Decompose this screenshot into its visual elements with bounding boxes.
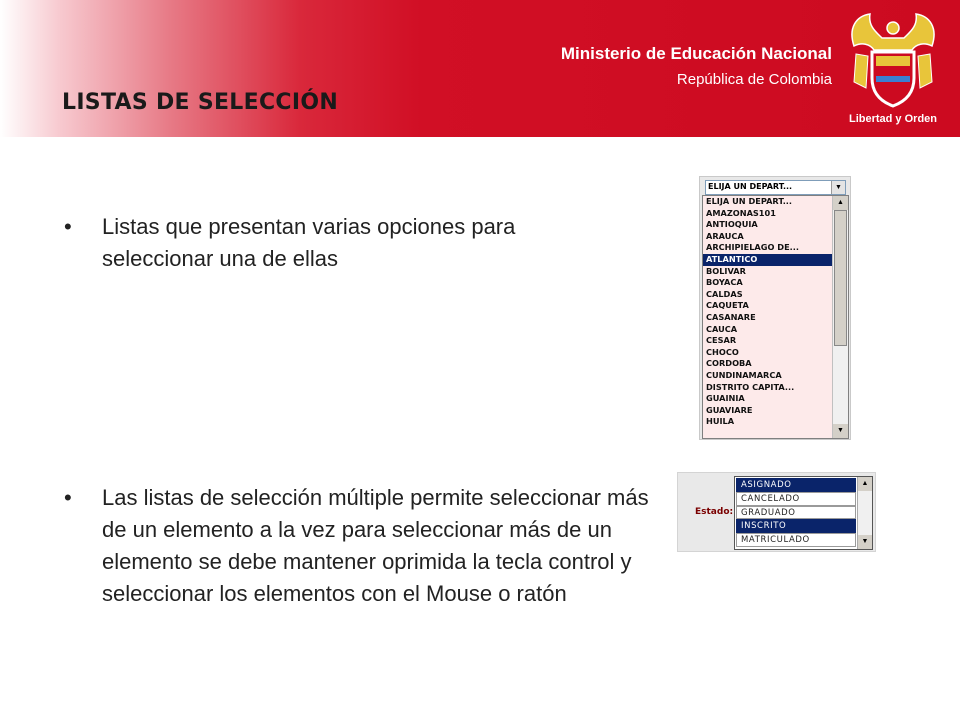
condor-head-icon — [887, 22, 899, 34]
flag-right-icon — [918, 54, 932, 88]
ministry-name: Ministerio de Educación Nacional — [560, 44, 832, 63]
departamento-dropdown-screenshot — [699, 176, 851, 440]
bullet-multi-select — [64, 482, 662, 610]
estado-listbox[interactable] — [734, 476, 873, 550]
list-item[interactable]: CORDOBA — [706, 358, 752, 369]
vertical-scrollbar[interactable] — [857, 477, 872, 549]
list-item[interactable]: AMAZONAS101 — [706, 207, 776, 218]
coat-of-arms-logo — [846, 8, 940, 130]
bullet-text: Listas que presentan varias opciones para seleccionar una de ellas — [102, 214, 516, 271]
bullet-dot: • — [64, 214, 72, 239]
flag-left-icon — [854, 54, 868, 88]
vertical-scrollbar[interactable] — [832, 196, 848, 438]
list-item[interactable]: GRADUADO — [736, 506, 856, 520]
scroll-up-arrow-icon[interactable]: ▲ — [833, 196, 848, 210]
list-item[interactable]: INSCRITO — [736, 519, 856, 533]
bullet-single-select — [64, 211, 622, 275]
republic-name: República de Colombia — [676, 71, 832, 88]
list-item[interactable]: CALDAS — [706, 288, 743, 299]
scroll-up-arrow-icon[interactable]: ▲ — [858, 477, 872, 491]
list-item[interactable]: CANCELADO — [736, 492, 856, 506]
list-item[interactable]: ATLANTICO — [703, 254, 832, 266]
departamento-combo[interactable] — [705, 180, 846, 195]
list-item[interactable]: CAUCA — [706, 323, 738, 334]
list-item[interactable]: HUILA — [706, 416, 735, 427]
list-item[interactable]: ARCHIPIELAGO DE... — [706, 242, 799, 253]
list-item[interactable]: CESAR — [706, 335, 737, 346]
departamento-items — [703, 196, 832, 428]
list-item[interactable]: BOLIVAR — [706, 265, 746, 276]
estado-label: Estado: — [695, 507, 734, 517]
estado-multiselect-screenshot — [677, 472, 876, 552]
list-item[interactable]: CHOCO — [706, 346, 739, 357]
header-banner — [0, 0, 960, 137]
list-item[interactable]: CAQUETA — [706, 300, 749, 311]
list-item[interactable]: GUAVIARE — [706, 404, 753, 415]
combo-value: ELIJA UN DEPART... — [708, 182, 793, 191]
bullet-dot: • — [64, 485, 72, 510]
scroll-down-arrow-icon[interactable]: ▼ — [833, 424, 848, 438]
scrollbar-thumb[interactable] — [834, 210, 847, 346]
list-item[interactable]: ARAUCA — [706, 230, 744, 241]
list-item[interactable]: CUNDINAMARCA — [706, 369, 782, 380]
departamento-listbox[interactable] — [702, 195, 849, 439]
estado-items — [735, 478, 872, 547]
list-item[interactable]: BOYACA — [706, 277, 743, 288]
list-item[interactable]: MATRICULADO — [736, 533, 856, 547]
bullet-text: Las listas de selección múltiple permite seleccionar más de un elemento a la vez para seleccionar más de un elemento se debe mantener oprimida la tecla control y seleccionar los elementos con el Mouse o ratón — [102, 485, 649, 606]
list-item[interactable]: DISTRITO CAPITA... — [706, 381, 795, 392]
list-item[interactable]: ANTIOQUIA — [706, 219, 758, 230]
list-item[interactable]: ASIGNADO — [736, 478, 856, 492]
list-item[interactable]: ELIJA UN DEPART... — [706, 196, 793, 206]
motto-text: Libertad y Orden — [848, 113, 938, 125]
list-item[interactable]: CASANARE — [706, 311, 756, 322]
list-item[interactable]: GUAINIA — [706, 393, 745, 404]
scroll-down-arrow-icon[interactable]: ▼ — [858, 535, 872, 549]
page-title: LISTAS DE SELECCIÓN — [62, 90, 339, 115]
chevron-down-icon[interactable]: ▼ — [831, 181, 845, 194]
